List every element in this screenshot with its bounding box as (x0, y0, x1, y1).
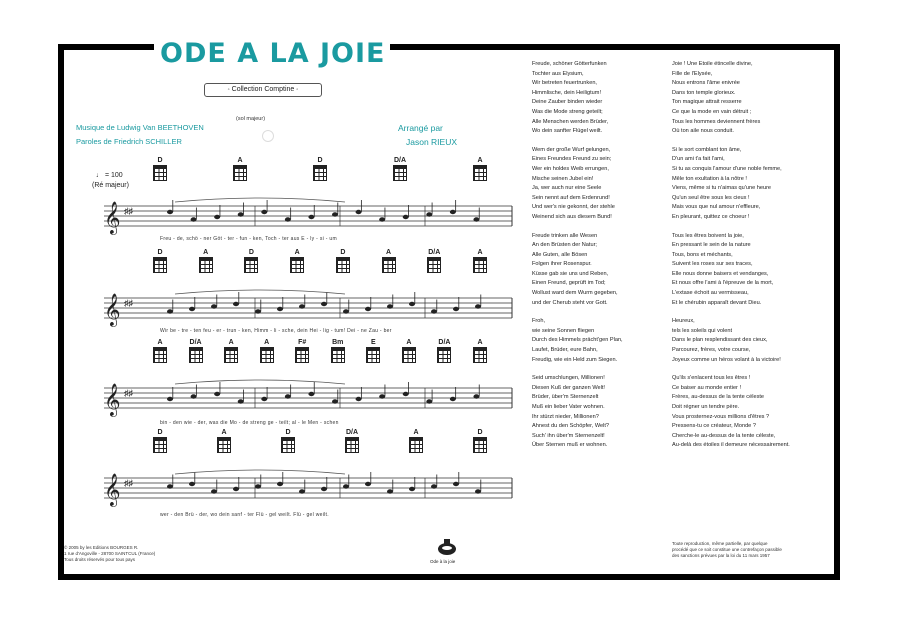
german-lyrics (532, 60, 662, 460)
german-lyric-line: Tochter aus Elysium, (532, 70, 584, 77)
chord-diagram (220, 338, 242, 363)
chord-name: D (157, 157, 163, 164)
chord-grid-icon (153, 347, 167, 363)
french-lyric-line: Tous les êtres boivent la joie, (672, 232, 744, 239)
chord-name: D/A (189, 339, 202, 346)
german-lyric-line: Such' ihn über'm Sternenzelt! (532, 432, 605, 439)
german-lyric-line: Freude, schöner Götterfunken (532, 61, 607, 67)
german-lyric-line: Folgen ihrer Rosenspur. (532, 261, 592, 268)
sharp-icon: ♯♯ (124, 298, 133, 308)
chord-grid-icon (473, 257, 487, 273)
note-head (409, 487, 415, 491)
note-head (403, 215, 409, 219)
chord-grid-icon (217, 437, 231, 453)
phrase-slur (175, 198, 345, 202)
german-lyric-line: An den Brüsten der Natur; (532, 242, 597, 249)
collection-badge (204, 83, 322, 97)
chord-grid-icon (437, 347, 451, 363)
chord-diagram (149, 428, 171, 453)
note-head (211, 304, 217, 308)
french-lyric-line: Heureux, (672, 318, 695, 325)
chord-name: A (237, 157, 243, 164)
key-label: (Ré majeur) (92, 182, 129, 189)
german-lyric-line: Mische seinen Jubel ein! (532, 175, 594, 182)
german-lyric-line: Eines Freundes Freund zu sein; (532, 156, 612, 163)
french-lyric-line: Doit régner un tendre père. (672, 404, 740, 410)
chord-grid-icon (260, 347, 274, 363)
french-lyric-line: Nous entrons l'âme enivrée (672, 80, 740, 87)
note-head (387, 489, 393, 493)
chord-grid-icon (409, 437, 423, 453)
note-head (255, 309, 261, 313)
french-lyric-line: Où ton aile nous conduit. (672, 128, 734, 135)
chord-name: D (317, 157, 323, 164)
french-lyric-line: Tous, bons et méchants, (672, 251, 733, 258)
note-head (365, 307, 371, 311)
chord-diagram (185, 338, 207, 363)
note-head (285, 394, 291, 398)
french-lyric-line: Joyeux comme un héros volant à la victoire! (672, 356, 781, 363)
chord-name: A (477, 157, 483, 164)
french-lyric-line: Elle nous donne baisers et vendanges, (672, 270, 769, 277)
chord-name: A (386, 249, 392, 256)
german-lyric-line: Diesen Kuß der ganzen Welt! (532, 384, 605, 391)
chord-name: D/A (438, 339, 451, 346)
watermark-icon (262, 130, 274, 142)
chord-diagram (469, 156, 491, 181)
german-lyric-line: Wem der große Wurf gelungen, (532, 146, 611, 153)
french-stanza (672, 232, 832, 309)
note-head (299, 489, 305, 493)
note-head (255, 484, 261, 488)
chord-diagram (240, 248, 262, 273)
french-lyric-line: tels les soleils qui volent (672, 327, 733, 334)
note-head (356, 210, 362, 214)
frame-top-right (390, 44, 840, 50)
note-head (233, 487, 239, 491)
german-lyric-line: Brüder, über'm Sternenzelt (532, 394, 599, 401)
chord-diagram (149, 248, 171, 273)
german-lyric-line: Himmlische, dein Heiligtum! (532, 89, 602, 96)
chord-name: D (285, 429, 291, 436)
legal-notice-line: Toute reproduction, même partielle, par quelque (672, 541, 768, 546)
chord-name: D (248, 249, 254, 256)
french-stanza (672, 317, 832, 365)
note-head (233, 302, 239, 306)
badge-dot-icon: ◦ (296, 87, 299, 93)
note-head (321, 302, 327, 306)
logo-label: Ode à la joie (430, 559, 456, 564)
german-lyric-line: Froh, (532, 318, 546, 325)
french-lyric-line: En pleurant, quittez ce choeur ! (672, 213, 750, 220)
french-lyric-line: Fille de l'Elysée, (672, 70, 713, 77)
note-head (191, 217, 197, 221)
french-lyric-line: Ton magique attrait resserre (672, 99, 742, 106)
french-lyric-line: Ce baiser au monde entier ! (672, 384, 742, 391)
french-lyric-line: Cherche-le au-dessus de la tente céleste, (672, 432, 776, 439)
french-lyric-line: Vous prosternez-vous millions d'êtres ? (672, 413, 770, 420)
chord-name: F# (298, 339, 307, 346)
note-head (277, 482, 283, 486)
german-lyric-line: Laufet, Brüder, eure Bahn, (532, 347, 598, 354)
french-lyric-line: En pressant le sein de la nature (672, 242, 751, 249)
note-head (450, 397, 456, 401)
note-head (343, 309, 349, 313)
german-lyric-line: Alle Guten, alle Bösen (532, 251, 588, 258)
chord-diagram (327, 338, 349, 363)
note-head (387, 304, 393, 308)
chord-diagram (469, 248, 491, 273)
legal-notice (672, 541, 832, 560)
note-head (453, 482, 459, 486)
chord-diagram (469, 338, 491, 363)
staff-1 (60, 196, 520, 236)
french-lyric-line: Au-delà des étoiles il demeure nécessairement. (672, 442, 790, 449)
french-lyric-line: Et nous offre l'ami à l'épreuve de la mort, (672, 280, 774, 287)
sharp-icon: ♯♯ (124, 206, 133, 216)
french-lyric-line: Tous les hommes deviennent frères (672, 118, 761, 125)
french-lyric-line: Pressens-tu ce créateur, Monde ? (672, 423, 756, 430)
chord-diagram (433, 338, 455, 363)
address-line: 1 rue d'Angoville - 28700 SAINTCUL (France) (64, 551, 156, 557)
french-lyric-line: Qu'ils s'enlacent tous les êtres ! (672, 375, 751, 382)
french-lyric-line: Et le chérubin apparaît devant Dieu. (672, 299, 762, 306)
note-head (332, 399, 338, 403)
note-head (453, 307, 459, 311)
note-head (475, 304, 481, 308)
chord-diagram (213, 428, 235, 453)
note-head (356, 397, 362, 401)
badge-dot-icon: ◦ (227, 87, 230, 93)
note-head (365, 482, 371, 486)
chord-name: D/A (345, 429, 359, 436)
note-head (189, 307, 195, 311)
note-head (277, 307, 283, 311)
german-stanza (532, 317, 662, 365)
chord-diagram (286, 248, 308, 273)
note-head (308, 215, 314, 219)
treble-clef-icon: 𝄞 (104, 293, 121, 326)
chord-diagram (405, 428, 427, 453)
german-lyric-line: Durch des Himmels prächt'gen Plan, (532, 337, 623, 344)
note-head (450, 210, 456, 214)
chord-diagram (291, 338, 313, 363)
chord-grid-icon (382, 257, 396, 273)
chord-diagram (362, 338, 384, 363)
french-lyric-line: Dans le plan resplendissant des cieux, (672, 337, 768, 344)
german-lyric-line: und der Cherub steht vor Gott. (532, 299, 608, 306)
german-stanza (532, 232, 662, 309)
treble-clef-icon: 𝄞 (104, 473, 121, 506)
chord-diagram (378, 248, 400, 273)
chord-grid-icon (473, 437, 487, 453)
chord-name: A (477, 249, 483, 256)
note-head (431, 484, 437, 488)
french-lyric-line: Si le sort comblant ton âme, (672, 146, 742, 153)
note-head (343, 484, 349, 488)
note-head (431, 309, 437, 313)
sharp-icon: ♯♯ (124, 388, 133, 398)
staff-2 (60, 288, 520, 328)
chord-grid-icon (331, 347, 345, 363)
chord-grid-icon (153, 165, 167, 181)
french-lyric-line: Viens, même si tu n'aimas qu'une heure (672, 185, 772, 192)
chord-grid-icon (366, 347, 380, 363)
frame-top-left (58, 44, 154, 50)
phrase-slur (175, 290, 345, 294)
lyrics-line-4: wer - den Brü - der, wo dein sanf - ter Flü - gel weilt. Flü - gel weilt. (160, 512, 329, 518)
chord-diagram (469, 428, 491, 453)
copyright-line: © 2005 by les Editions BOURGES R. (64, 545, 139, 550)
german-lyric-line: Muß ein lieber Vater wohnen. (532, 404, 605, 410)
chord-grid-icon (295, 347, 309, 363)
chord-grid-icon (345, 437, 359, 453)
note-head (299, 304, 305, 308)
german-lyric-line: Wollust ward dem Wurm gegeben, (532, 290, 618, 297)
arranger-name: Jason RIEUX (406, 137, 458, 147)
music-credit: Musique de Ludwig Van BEETHOVEN (76, 123, 204, 132)
chord-grid-icon (189, 347, 203, 363)
chord-name: D (477, 429, 483, 436)
chord-name: A (413, 429, 419, 436)
chord-name: D (340, 249, 346, 256)
note-head (403, 392, 409, 396)
lyrics-line-1: Freu - de, schö - ner Göt - ter - fun - ken, Toch - ter aus E - ly - si - um (160, 236, 337, 242)
french-lyric-line: Si tu as conquis l'amour d'une noble femme, (672, 165, 782, 172)
french-lyric-line: Ce que la mode en vain détruit ; (672, 108, 752, 115)
note-head (261, 210, 267, 214)
chord-grid-icon (224, 347, 238, 363)
staff-4 (60, 468, 520, 508)
top-key-label: (sol majeur) (236, 116, 266, 122)
german-lyric-line: Weinend sich aus diesem Bund! (532, 213, 612, 220)
chord-grid-icon (290, 257, 304, 273)
chord-grid-icon (233, 165, 247, 181)
chord-name: D (157, 249, 163, 256)
chord-grid-icon (402, 347, 416, 363)
german-lyric-line: Ahnest du den Schöpfer, Welt? (532, 423, 610, 430)
treble-clef-icon: 𝄞 (104, 201, 121, 234)
note-head (426, 399, 432, 403)
french-lyric-line: D'un ami t'a fait l'ami, (672, 156, 725, 163)
note-head (285, 217, 291, 221)
chord-grid-icon (153, 257, 167, 273)
legal-notice-line: procédé que ce soit constitue une contrefaçon passible (672, 547, 782, 553)
lyrics-line-3: bin - den wie - der, was die Mo - de streng ge - teilt; al - le Men - schen (160, 420, 339, 426)
french-lyrics (672, 60, 832, 460)
chord-name: A (477, 339, 483, 346)
german-lyric-line: Wo dein sanfter Flügel weilt. (532, 128, 603, 135)
german-lyric-line: Sein nennt auf dem Erdenrund! (532, 194, 610, 201)
note-head (379, 217, 385, 221)
note-head (332, 212, 338, 216)
note-head (379, 394, 385, 398)
note-head (167, 309, 173, 313)
note-head (409, 302, 415, 306)
chord-name: D/A (428, 249, 441, 256)
chord-name: A (406, 339, 412, 346)
note-head (167, 210, 173, 214)
chord-name: A (203, 249, 209, 256)
phrase-slur (175, 470, 345, 474)
french-lyric-line: Frères, au-dessus de la tente céleste (672, 394, 765, 401)
chord-grid-icon (473, 165, 487, 181)
chord-name: A (221, 429, 227, 436)
german-lyric-line: wie seine Sonnen fliegen (532, 327, 595, 334)
note-head (167, 484, 173, 488)
french-lyric-line: Parcourez, frères, votre course, (672, 347, 751, 354)
note-head (321, 487, 327, 491)
german-lyric-line: Freude trinken alle Wesen (532, 232, 598, 239)
chord-grid-icon (336, 257, 350, 273)
french-lyric-line: Joie ! Une Etoile étincelle divine, (672, 61, 753, 67)
german-lyric-line: Freudig, wie ein Held zum Siegen. (532, 356, 618, 363)
chord-diagram (149, 338, 171, 363)
french-stanza (672, 60, 832, 137)
note-head (191, 394, 197, 398)
chord-grid-icon (393, 165, 407, 181)
german-lyric-line: Seid umschlungen, Millionen! (532, 375, 605, 382)
note-head (426, 212, 432, 216)
german-lyric-line: Wer ein holdes Weib errungen, (532, 165, 609, 172)
german-stanza (532, 60, 662, 137)
words-credit: Paroles de Friedrich SCHILLER (76, 137, 182, 146)
note-head (167, 397, 173, 401)
chord-grid-icon (199, 257, 213, 273)
german-stanza (532, 374, 662, 451)
chord-name: A (228, 339, 234, 346)
note-head (308, 392, 314, 396)
german-lyric-line: Ja, wer auch nur eine Seele (532, 185, 602, 192)
chord-name: A (294, 249, 300, 256)
staff-3 (60, 378, 520, 418)
chord-grid-icon (281, 437, 295, 453)
chord-diagram (423, 248, 445, 273)
phrase-slur (175, 380, 345, 384)
legal-notice-line: des sanctions prévues par la loi du 11 mars 1957 (672, 553, 770, 559)
chord-diagram (332, 248, 354, 273)
note-head (214, 392, 220, 396)
french-lyric-line: Dans ton temple glorieux. (672, 89, 736, 96)
note-head (475, 489, 481, 493)
french-lyric-line: Mais vous que nul amour n'effleure, (672, 204, 761, 211)
publisher-logo-icon (436, 538, 458, 556)
chord-diagram (398, 338, 420, 363)
chord-grid-icon (313, 165, 327, 181)
rights-line: Tous droits réservés pour tous pays (64, 557, 136, 563)
chord-diagram (309, 156, 331, 181)
chord-diagram (149, 156, 171, 181)
french-stanza (672, 374, 832, 451)
chord-grid-icon (473, 347, 487, 363)
german-lyric-line: Wir betreten feuertrunken, (532, 80, 597, 87)
frame-right (834, 44, 840, 580)
german-stanza (532, 146, 662, 223)
chord-diagram (229, 156, 251, 181)
chord-name: D/A (393, 157, 407, 164)
lyrics-line-2: Wir be - tre - ten feu - er - trun - ken, Himm - li - sche, dein Hei - lig - tum! Dei - ne Zau - ber (160, 328, 392, 334)
note-head (473, 394, 479, 398)
german-lyric-line: Und wer's nie gekonnt, der stehle (532, 204, 615, 211)
note-head (211, 489, 217, 493)
note-head (238, 212, 244, 216)
chord-grid-icon (244, 257, 258, 273)
chord-name: D (157, 429, 163, 436)
chord-name: A (157, 339, 163, 346)
note-head (473, 217, 479, 221)
german-lyric-line: Alle Menschen werden Brüder, (532, 118, 609, 125)
collection-label: Collection Comptine (231, 86, 295, 93)
french-lyric-line: Qu'un seul être sous les cieux ! (672, 194, 750, 201)
french-lyric-line: Mêle ton exultation à la nôtre ! (672, 175, 747, 182)
german-lyric-line: Deine Zauber binden wieder (532, 99, 603, 106)
german-lyric-line: Ihr stürzt nieder, Millionen? (532, 413, 599, 420)
note-head (261, 397, 267, 401)
chord-grid-icon (153, 437, 167, 453)
page-title: ODE A LA JOIE (160, 38, 386, 69)
chord-name: E (370, 339, 376, 346)
chord-diagram (195, 248, 217, 273)
german-lyric-line: Küsse gab sie uns und Reben, (532, 270, 609, 277)
frame-bottom (58, 574, 840, 580)
chord-diagram (341, 428, 363, 453)
footer-copyright (64, 545, 155, 564)
german-lyric-line: Über Sternen muß er wohnen. (532, 442, 608, 449)
german-lyric-line: Einen Freund, geprüft im Tod; (532, 280, 606, 287)
chord-grid-icon (427, 257, 441, 273)
sharp-icon: ♯♯ (124, 478, 133, 488)
french-stanza (672, 146, 832, 223)
chord-diagram (256, 338, 278, 363)
chord-name: A (264, 339, 270, 346)
french-lyric-line: L'extase échoit au vermisseau, (672, 290, 749, 297)
chord-diagram (389, 156, 411, 181)
arranged-label: Arrangé par (398, 123, 443, 133)
treble-clef-icon: 𝄞 (104, 383, 121, 416)
note-head (214, 215, 220, 219)
note-head (238, 399, 244, 403)
french-lyric-line: Suivent les roses sur ses traces, (672, 261, 753, 268)
chord-name: Bm (332, 339, 344, 346)
chord-diagram (277, 428, 299, 453)
german-lyric-line: Was die Mode streng geteilt; (532, 108, 603, 115)
note-head (189, 482, 195, 486)
tempo-marking: ♩ = 100 (96, 172, 123, 179)
